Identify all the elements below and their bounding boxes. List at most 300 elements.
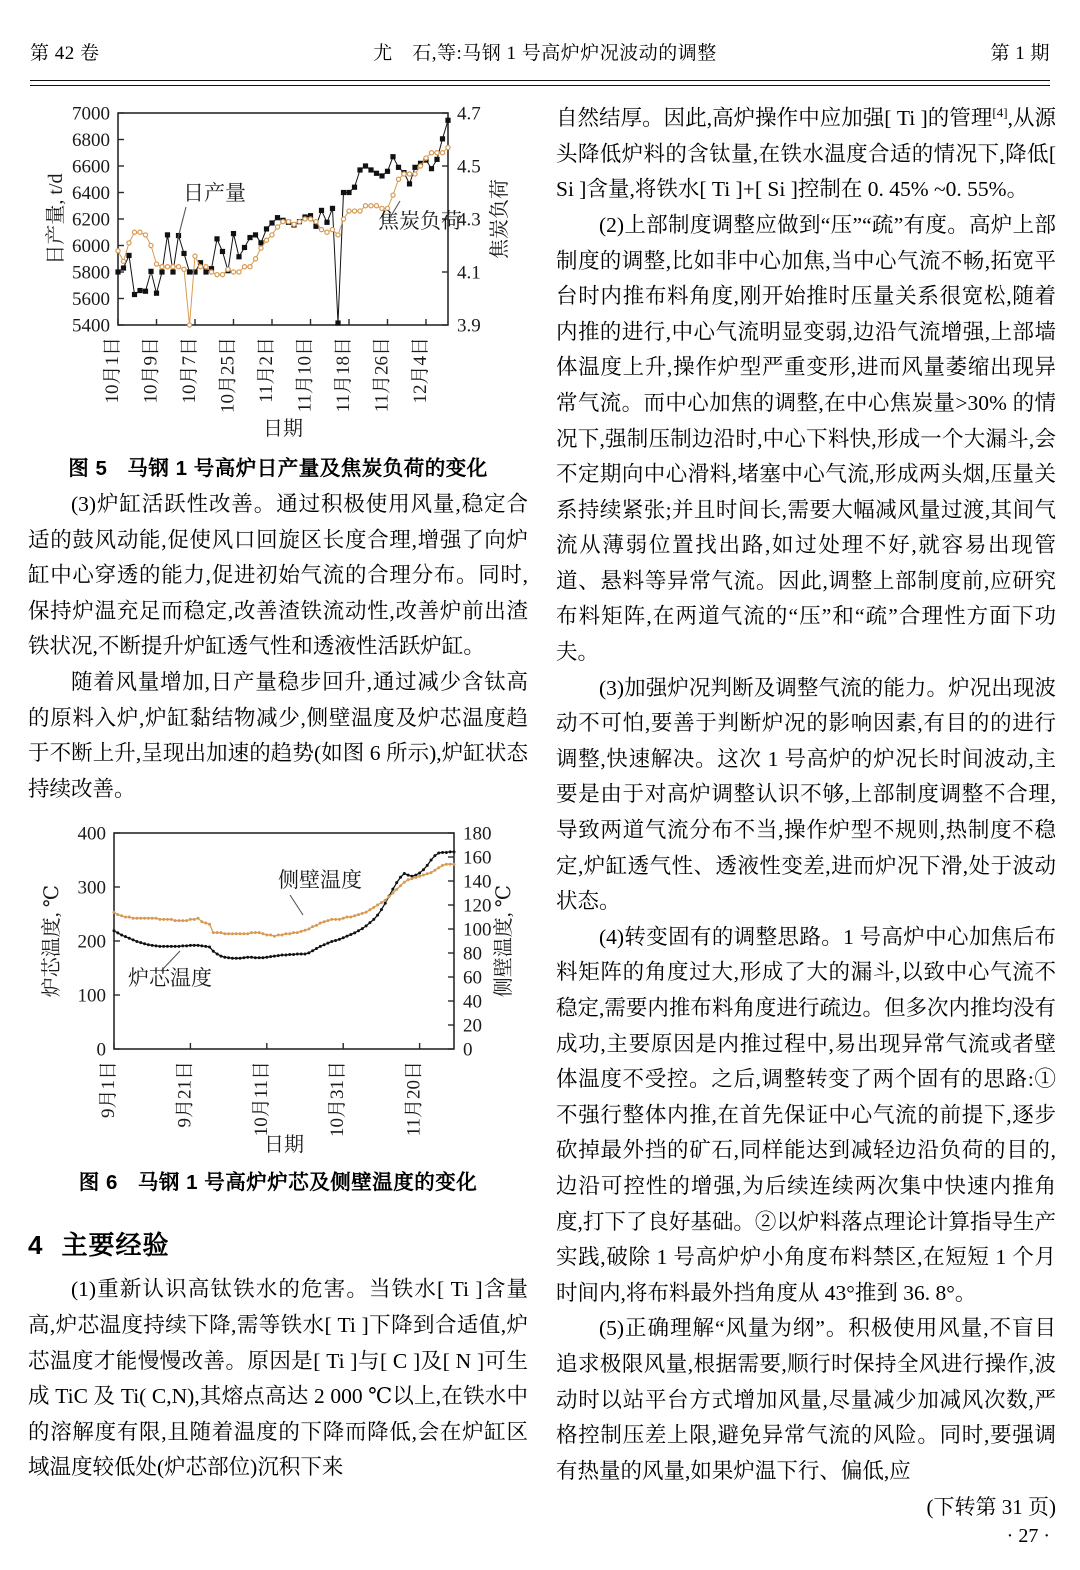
fig6-marker: [323, 944, 326, 947]
fig6-marker: [155, 917, 158, 920]
fig6-marker: [403, 872, 406, 875]
fig5-marker: [127, 241, 131, 245]
fig6-marker: [414, 876, 417, 879]
fig6-marker: [143, 917, 146, 920]
fig5-xtick: 10月1日: [102, 337, 123, 404]
fig6-marker: [116, 932, 119, 935]
fig6-marker: [174, 945, 177, 948]
fig6-marker: [162, 918, 165, 921]
fig5-ytick: 5800: [72, 262, 110, 284]
figure-5-label: 图 5: [68, 457, 108, 480]
right-paragraph-2: (2)上部制度调整应做到“压”“疏”有度。高炉上部制度的调整,比如非中心加焦,当中心气流不畅,拓宽平台时内推布料角度,刚开始推时压量关系很宽松,随着内推的进行,中心气流明显变弱,边沿气流增强,上部墙体温度上升,操作炉型严重变形,进而风量萎缩出现异常气流。而中心加焦的调整,在中心焦炭量>30% 的情况下,强制压制边沿时,中心下料快,形成一个大漏斗,会不定期向中心滑料,堵塞中心气流,形成两头烟,压量关系持续紧张;并且时间长,需要大幅减风量过渡,其间气流从薄弱位置找出路,如过处理不好,就容易出现管道、悬料等异常气流。因此,调整上部制度前,应研究布料矩阵,在两道气流的“压”和“疏”合理性方面下功夫。: [556, 212, 1056, 665]
right-paragraph-1-cont: ,从源头降低炉料的含钛量,在铁水温度合适的情况下,降低[ Si ]含量,将铁水[ Ti ]+[ Si ]控制在 0. 45% ~0. 55%。: [556, 106, 1056, 202]
fig5-marker: [165, 232, 170, 237]
fig6-plot-frame: [114, 833, 454, 1049]
fig6-marker: [349, 933, 352, 936]
fig6-marker: [437, 852, 440, 855]
fig5-marker: [341, 190, 346, 195]
fig6-marker: [139, 941, 142, 944]
fig6-marker: [304, 953, 307, 956]
fig6-marker: [113, 911, 116, 914]
fig6-y-axis-title: 炉芯温度, ℃: [41, 885, 63, 998]
fig5-marker: [138, 230, 142, 234]
fig5-marker: [215, 273, 219, 277]
fig5-marker: [440, 151, 444, 155]
fig6-marker: [185, 945, 188, 948]
fig6-annotation-core-temp: 炉芯温度: [128, 966, 212, 991]
fig6-marker: [239, 957, 242, 960]
fig6-marker: [315, 947, 318, 950]
fig6-marker: [304, 929, 307, 932]
fig5-x-ticks: [102, 319, 431, 413]
fig5-marker: [314, 220, 318, 224]
fig6-marker: [433, 869, 436, 872]
fig6-marker: [407, 879, 410, 882]
fig5-marker: [171, 265, 175, 269]
fig6-marker: [357, 913, 360, 916]
figure-6-svg: [28, 819, 528, 1159]
fig5-marker: [402, 172, 406, 176]
fig6-marker: [410, 877, 413, 880]
fig5-marker: [220, 273, 224, 277]
fig6-y2tick: 140: [463, 871, 492, 893]
fig6-marker: [430, 859, 433, 862]
fig6-marker: [269, 934, 272, 937]
fig5-marker: [237, 270, 241, 274]
fig6-marker: [170, 945, 173, 948]
fig5-marker: [391, 193, 395, 197]
fig6-marker: [453, 863, 456, 866]
fig5-marker: [121, 259, 125, 263]
fig6-y2-axis-title: 侧壁温度, ℃: [493, 885, 515, 998]
fig6-marker: [361, 912, 364, 915]
running-head-title: 尤 石,等:马钢 1 号高炉炉况波动的调整: [373, 43, 717, 64]
fig5-marker: [303, 217, 307, 221]
fig6-marker: [212, 931, 215, 934]
fig6-marker: [292, 931, 295, 934]
fig6-marker: [128, 937, 131, 940]
fig6-ytick: 100: [77, 985, 106, 1007]
fig5-marker: [126, 253, 131, 258]
fig5-marker: [435, 151, 439, 155]
fig5-marker: [143, 233, 147, 237]
fig6-marker: [307, 928, 310, 931]
fig5-marker: [154, 291, 159, 296]
fig5-marker: [341, 217, 345, 221]
fig6-marker: [227, 957, 230, 960]
fig6-marker: [426, 864, 429, 867]
fig5-marker: [412, 165, 417, 170]
fig5-marker: [148, 269, 153, 274]
left-paragraph-5: (1)重新认识高钛铁水的危害。当铁水[ Ti ]含量高,炉芯温度持续下降,需等铁水[ Ti ]下降到合适值,炉芯温度才能慢慢改善。原因是[ Ti ]与[ C ]及[ N ]可生成 TiC 及 Ti( C,N),其熔点高达 2 000 ℃以上,在铁水中的溶解度有限,且随着温度的下降而降低,会在炉缸区域温度较低处(炉芯部位)沉积下来: [28, 1277, 528, 1480]
fig5-marker: [182, 267, 186, 271]
fig6-marker: [433, 855, 436, 858]
fig5-left-ticks: [72, 104, 124, 337]
fig6-marker: [166, 918, 169, 921]
fig6-marker: [231, 957, 234, 960]
figure-5-svg: [28, 95, 528, 445]
fig6-marker: [269, 956, 272, 959]
fig5-marker: [137, 288, 142, 293]
header-rule: [30, 80, 1050, 86]
fig5-marker: [231, 270, 235, 274]
fig6-marker: [418, 875, 421, 878]
fig6-marker: [216, 953, 219, 956]
fig5-ytick: 6200: [72, 209, 110, 231]
fig5-marker: [203, 269, 208, 274]
fig6-marker: [200, 921, 203, 924]
running-head-volume: 第 42 卷: [30, 43, 100, 64]
fig5-marker: [270, 233, 274, 237]
fig6-marker: [181, 945, 184, 948]
page-number: · 27 ·: [1006, 1525, 1050, 1547]
fig5-marker: [429, 166, 434, 171]
section-title: 主要经验: [61, 1230, 170, 1261]
fig5-marker: [242, 265, 246, 269]
fig6-marker: [189, 918, 192, 921]
fig6-marker: [281, 954, 284, 957]
fig6-marker: [346, 916, 349, 919]
fig6-marker: [422, 869, 425, 872]
fig5-y2tick: 4.1: [457, 262, 481, 284]
fig6-marker: [307, 952, 310, 955]
fig6-marker: [147, 917, 150, 920]
fig5-marker: [292, 222, 296, 226]
fig6-marker: [365, 925, 368, 928]
fig6-marker: [441, 851, 444, 854]
fig6-marker: [258, 957, 261, 960]
fig6-marker: [445, 863, 448, 866]
fig5-marker: [308, 217, 312, 221]
fig5-marker: [330, 206, 335, 211]
fig6-marker: [132, 939, 135, 942]
fig6-marker: [200, 945, 203, 948]
fig6-marker: [177, 919, 180, 922]
fig6-marker: [212, 950, 215, 953]
fig6-marker: [284, 933, 287, 936]
fig6-marker: [441, 864, 444, 867]
fig6-marker: [261, 933, 264, 936]
fig6-marker: [151, 917, 154, 920]
fig6-marker: [288, 953, 291, 956]
fig6-marker: [407, 874, 410, 877]
section-heading: [28, 1225, 528, 1262]
fig5-xtick: 11月26日: [371, 337, 393, 413]
fig5-xtick: 10月9日: [140, 337, 162, 404]
figure-6-caption: [28, 1165, 528, 1195]
fig6-y2tick: 180: [463, 823, 492, 845]
fig6-marker: [242, 957, 245, 960]
fig6-marker: [326, 919, 329, 922]
fig6-marker: [223, 956, 226, 959]
fig5-marker: [396, 165, 401, 170]
fig5-y2tick: 4.7: [457, 103, 481, 125]
fig6-marker: [323, 921, 326, 924]
left-paragraph-4: 随着风量增加,日产量稳步回升,通过减少含钛高的原料入炉,炉缸黏结物减少,侧壁温度及炉芯温度趋于不断上升,呈现出加速的趋势(如图 6 所示),炉缸状态持续改善。: [28, 669, 528, 801]
fig6-marker: [330, 940, 333, 943]
fig5-marker: [352, 185, 357, 190]
fig6-marker: [258, 931, 261, 934]
right-paragraph-3: (3)加强炉况判断及调整气流的能力。炉况出现波动不可怕,要善于判断炉况的影响因素,有目的的进行调整,快速解决。这次 1 号高炉的炉况长时间波动,主要是由于对高炉调整认识不够,上部制度调整不合理,导致两道气流分布不当,操作炉型不规则,热制度不稳定,炉缸透气性、透液性变差,进而炉况下滑,处于波动状态。: [556, 675, 1056, 914]
fig6-marker: [288, 933, 291, 936]
fig5-marker: [165, 265, 169, 269]
fig5-marker: [132, 292, 137, 297]
fig5-marker: [335, 320, 340, 325]
fig5-marker: [319, 228, 323, 232]
fig6-marker: [189, 944, 192, 947]
fig6-marker: [376, 914, 379, 917]
fig6-marker: [265, 934, 268, 937]
fig6-marker: [250, 931, 253, 934]
fig5-marker: [429, 151, 433, 155]
fig6-marker: [116, 913, 119, 916]
fig6-marker: [315, 924, 318, 927]
fig5-leader-daily-output: [178, 207, 186, 238]
fig6-marker: [120, 915, 123, 918]
fig5-marker: [424, 156, 428, 160]
fig6-marker: [395, 882, 398, 885]
fig6-marker: [219, 955, 222, 958]
fig5-marker: [121, 265, 126, 270]
fig5-marker: [275, 225, 279, 229]
fig6-marker: [242, 933, 245, 936]
fig6-marker: [166, 945, 169, 948]
fig5-x-axis-title: 日期: [263, 418, 303, 440]
fig5-marker: [368, 167, 373, 172]
fig6-marker: [124, 916, 127, 919]
fig6-marker: [361, 927, 364, 930]
continued-note: (下转第 31 页): [926, 1495, 1056, 1520]
fig6-marker: [368, 921, 371, 924]
fig6-marker: [227, 933, 230, 936]
fig6-marker: [254, 931, 257, 934]
fig6-marker: [113, 930, 116, 933]
right-column: [556, 95, 1056, 1521]
fig5-marker: [248, 265, 252, 269]
fig5-marker: [347, 209, 351, 213]
fig5-marker: [231, 231, 236, 236]
fig5-ytick: 6400: [72, 183, 110, 204]
fig5-marker: [159, 269, 164, 274]
fig6-marker: [380, 901, 383, 904]
fig5-marker: [264, 238, 268, 242]
fig6-y2tick: 20: [463, 1015, 482, 1037]
section-number: 4: [28, 1230, 44, 1261]
figure-6-title: 马钢 1 号高炉炉芯及侧壁温度的变化: [137, 1171, 478, 1195]
fig5-marker: [434, 157, 439, 162]
fig6-marker: [151, 944, 154, 947]
fig5-marker: [181, 251, 186, 256]
fig5-xtick: 11月18日: [333, 337, 354, 413]
fig6-marker: [372, 918, 375, 921]
fig5-marker: [363, 163, 368, 168]
fig5-marker: [242, 245, 247, 250]
fig6-marker: [395, 888, 398, 891]
fig5-marker: [324, 220, 329, 225]
fig6-ytick: 400: [77, 823, 106, 845]
fig6-marker: [311, 925, 314, 928]
figure-5: [28, 95, 528, 481]
right-paragraph-5: (5)正确理解“风量为纲”。积极使用风量,不盲目追求极限风量,根据需要,顺行时保持全风进行操作,波动时以站平台方式增加风量,尽量减少加减风次数,严格控制压差上限,避免异常气流的风险。同时,要强调有热量的风量,如果炉温下行、偏低,应: [556, 1316, 1056, 1483]
fig6-marker: [162, 945, 165, 948]
fig5-marker: [325, 230, 329, 234]
fig6-marker: [132, 917, 135, 920]
fig5-marker: [390, 154, 395, 159]
fig6-marker: [384, 899, 387, 902]
fig6-xtick: 9月1日: [98, 1061, 119, 1119]
fig6-marker: [319, 922, 322, 925]
fig5-marker: [170, 269, 175, 274]
fig6-y2tick: 120: [463, 895, 492, 917]
right-paragraph-4: (4)转变固有的调整思路。1 号高炉中心加焦后布料矩阵的角度过大,形成了大的漏斗,以致中心气流不稳定,需要内推布料角度进行疏边。但多次内推均没有成功,主要原因是内推过程中,易出现异常气流或者壁体温度不受控。之后,调整转变了两个固有的思路:①不强行整体内推,在首先保证中心气流的前提下,逐步砍掉最外挡的矿石,同样能达到减轻边沿负荷的目的,边沿可控性的增强,为后续连续两次集中快速内推角度,打下了良好基础。②以炉料落点理论计算指导生产实践,破除 1 号高炉炉小角度布料禁区,在短短 1 个月时间内,将布料最外挡角度从 43°推到 36. 8°。: [556, 924, 1056, 1305]
fig6-marker: [399, 885, 402, 888]
fig6-marker: [296, 931, 299, 934]
fig6-annotation-wall-temp: 侧壁温度: [278, 868, 362, 893]
fig6-marker: [281, 934, 284, 937]
fig5-marker: [418, 164, 422, 168]
fig6-x-ticks: [98, 1043, 425, 1137]
running-head-issue: 第 1 期: [990, 43, 1050, 64]
fig6-marker: [193, 918, 196, 921]
fig6-marker: [365, 911, 368, 914]
fig6-marker: [372, 906, 375, 909]
fig6-marker: [349, 916, 352, 919]
running-head: [30, 38, 1050, 65]
fig6-marker: [391, 892, 394, 895]
fig5-marker: [275, 215, 280, 220]
fig6-marker: [250, 956, 253, 959]
fig5-marker: [385, 169, 390, 174]
fig6-marker: [449, 851, 452, 854]
fig5-marker: [413, 172, 417, 176]
fig6-marker: [437, 867, 440, 870]
fig6-x-axis-title: 日期: [264, 1134, 304, 1157]
fig5-ytick: 5600: [72, 289, 110, 310]
fig5-marker: [369, 204, 373, 208]
fig6-xtick: 10月11日: [250, 1061, 272, 1137]
fig5-marker: [209, 270, 213, 274]
fig5-xtick: 10月25日: [217, 337, 239, 414]
fig6-marker: [380, 909, 383, 912]
fig6-marker: [155, 945, 158, 948]
fig6-marker: [239, 933, 242, 936]
fig5-marker: [319, 208, 324, 213]
fig5-marker: [176, 265, 180, 269]
fig5-marker: [115, 269, 120, 274]
fig6-marker: [426, 873, 429, 876]
fig6-y2tick: 160: [463, 847, 492, 869]
fig6-y2tick: 60: [463, 967, 482, 989]
fig6-marker: [181, 919, 184, 922]
fig6-leader-wall-temp: [290, 895, 303, 915]
fig6-marker: [170, 918, 173, 921]
fig5-annotation-coke-load: 焦炭负荷: [378, 209, 462, 233]
fig6-marker: [453, 851, 456, 854]
fig6-marker: [292, 953, 295, 956]
fig5-marker: [297, 220, 301, 224]
fig6-marker: [174, 919, 177, 922]
fig6-marker: [261, 957, 264, 960]
fig6-marker: [273, 935, 276, 938]
fig5-marker: [374, 171, 379, 176]
fig5-marker: [396, 177, 400, 181]
fig6-marker: [430, 871, 433, 874]
fig5-marker: [352, 209, 356, 213]
fig6-marker: [135, 917, 138, 920]
fig6-marker: [246, 956, 249, 959]
fig5-marker: [440, 136, 445, 141]
fig5-marker: [379, 173, 384, 178]
fig6-marker: [235, 933, 238, 936]
reference-marker-4: [4]: [992, 105, 1008, 120]
fig6-marker: [208, 923, 211, 926]
fig6-marker: [376, 904, 379, 907]
figure-5-title: 马钢 1 号高炉日产量及焦炭负荷的变化: [127, 457, 488, 480]
fig6-marker: [277, 934, 280, 937]
fig6-xtick: 9月21日: [174, 1061, 196, 1128]
fig6-ytick: 200: [77, 931, 106, 953]
fig5-xtick: 11月10日: [294, 337, 316, 413]
fig6-marker: [445, 851, 448, 854]
fig5-marker: [374, 204, 378, 208]
fig5-marker: [154, 262, 158, 266]
fig6-ytick: 300: [77, 877, 106, 899]
fig6-marker: [403, 881, 406, 884]
fig5-marker: [187, 323, 191, 327]
fig5-marker: [236, 254, 241, 259]
figure-5-plot: [28, 95, 528, 445]
fig6-marker: [311, 950, 314, 953]
fig5-marker: [143, 289, 148, 294]
fig5-marker: [357, 167, 362, 172]
fig5-ytick: 7000: [72, 103, 110, 125]
fig6-marker: [197, 917, 200, 920]
fig6-marker: [284, 954, 287, 957]
fig6-marker: [342, 937, 345, 940]
fig5-marker: [407, 172, 411, 176]
fig5-marker: [259, 246, 263, 250]
fig5-ytick: 6600: [72, 156, 110, 178]
fig5-marker: [264, 226, 269, 231]
fig6-marker: [254, 957, 257, 960]
figure-6-label: 图 6: [78, 1171, 118, 1195]
fig6-marker: [219, 931, 222, 934]
fig6-ytick: 0: [96, 1039, 106, 1061]
fig5-marker: [214, 236, 219, 241]
fig5-marker: [363, 204, 367, 208]
left-paragraph-3: (3)炉缸活跃性改善。通过积极使用风量,稳定合适的鼓风动能,促使风口回旋区长度合理,增强了向炉缸中心穿透的能力,促进初始气流的合理分布。同时,保持炉温充足而稳定,改善渣铁流动性,改善炉前出渣铁状况,不断提升炉缸透气性和透液性活跃炉缸。: [28, 492, 528, 659]
fig5-marker: [198, 265, 202, 269]
fig5-marker: [160, 265, 164, 269]
fig6-marker: [158, 945, 161, 948]
left-column: [28, 95, 528, 1486]
fig6-marker: [147, 944, 150, 947]
fig5-marker: [281, 220, 285, 224]
fig5-marker: [407, 181, 412, 186]
fig6-marker: [128, 916, 131, 919]
fig6-marker: [449, 863, 452, 866]
fig6-y2tick: 80: [463, 943, 482, 965]
fig6-marker: [231, 933, 234, 936]
fig6-marker: [342, 917, 345, 920]
fig6-marker: [135, 940, 138, 943]
fig6-marker: [204, 922, 207, 925]
fig6-marker: [139, 917, 142, 920]
fig6-marker: [334, 918, 337, 921]
fig5-marker: [445, 118, 450, 123]
fig6-series-layer: [113, 851, 456, 960]
fig6-marker: [338, 938, 341, 941]
